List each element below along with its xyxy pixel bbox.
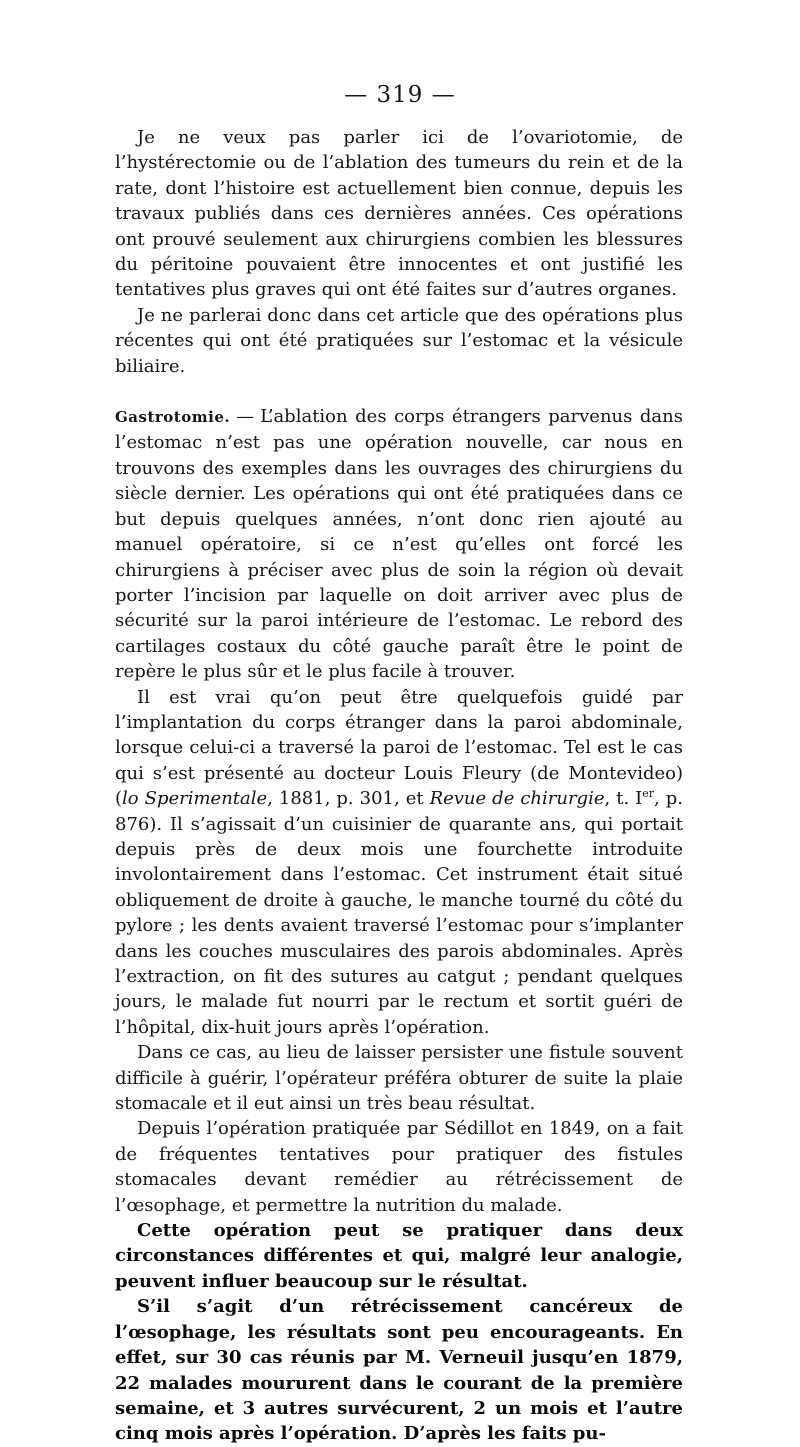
paragraph-sedillot: Depuis l’opération pratiquée par Sédillot en 1849, on a fait de fréquentes tentatives pour pratiquer des fistules stomacales devant remédier au rétrécissement de l’œsophage, et permettre la nutrition du malade. bbox=[115, 1118, 683, 1216]
paragraph-fistule: Dans ce cas, au lieu de laisser persister une fistule souvent difficile à guérir, l’opérateur préféra obturer de suite la plaie stomacale et il eut ainsi un très beau résultat. bbox=[115, 1042, 683, 1115]
citation-lo-sperimentale: lo Sperimentale bbox=[122, 788, 268, 810]
paragraph-fleury-text-a: Il est vrai qu’on peut être quelquefois guidé par l’implantation du corps étranger dans la paroi abdominale, lorsque celui-ci a traversé la paroi de l’estomac. Tel est le cas qui s’est présenté au docteur Louis Fleury (de Montevideo) ( bbox=[115, 686, 683, 810]
paragraph-fleury-text-d: , p. 876). Il s’agissait d’un cuisinier de quarante ans, qui portait depuis près de deux mois une fourchette introduite involontairement dans l’estomac. Cet instrument était situé obliquement de droite à gauche, le manche tourné du côté du pylore ; les dents avaient traversé l’estomac pour s’implanter dans les couches musculaires des parois abdominales. Après l’extraction, on fit des sutures au catgut ; pendant quelques jours, le malade fut nourri par le rectum et sortit guéri de l’hôpital, dix-huit jours après l’opération. bbox=[115, 788, 683, 1038]
paragraph-fleury-text-b: , 1881, p. 301, et bbox=[267, 788, 430, 810]
page-number: — 319 — bbox=[344, 82, 456, 108]
section-dash: — bbox=[236, 406, 255, 428]
paragraph-fleury-text-c: , t. I bbox=[604, 788, 643, 810]
paragraph-cancereux: S’il s’agit d’un rétrécissement cancéreux de l’œsophage, les résultats sont peu encourageants. En effet, sur 30 cas réunis par M. Verneuil jusqu’en 1879, 22 malades moururent dans le courant de la première semaine, et 3 autres survécurent, 2 un mois et l’autre cinq mois après l’opération. D’après les faits pu- bbox=[115, 1296, 683, 1445]
paragraph-article-scope: Je ne parlerai donc dans cet article que des opérations plus récentes qui ont été pratiquées sur l’estomac et la vésicule biliaire. bbox=[115, 304, 683, 377]
citation-revue-de-chirurgie: Revue de chirurgie bbox=[429, 788, 605, 810]
paragraph-gastrotomie-text: L’ablation des corps étrangers parvenus dans l’estomac n’est pas une opération nouvelle, car nous en trouvons des exemples dans les ouvrages des chirurgiens du siècle dernier. Les opérations qui ont été pratiquées dans ce but depuis quelques années, n’ont donc rien ajouté au manuel opératoire, si ce n’est qu’elles ont forcé les chirurgiens à préciser avec plus de soin la région où devait porter l’incision par laquelle on doit arriver avec plus de sécurité sur la paroi intérieure de l’estomac. Le rebord des cartilages costaux du côté gauche paraît être le point de repère le plus sûr et le plus facile à trouver. bbox=[115, 406, 683, 683]
paragraph-ovariotomie: Je ne veux pas parler ici de l’ovariotomie, de l’hystérectomie ou de l’ablation des tumeurs du rein et de la rate, dont l’histoire est actuellement bien connue, depuis les travaux publiés dans ces dernières années. Ces opérations ont prouvé seulement aux chirurgiens combien les blessures du péritoine pouvaient être innocentes et ont justifié les tentatives plus graves qui ont été faites sur d’autres organes. bbox=[115, 127, 683, 301]
paragraph-circonstances: Cette opération peut se pratiquer dans deux circonstances différentes et qui, malgré leur analogie, peuvent influer beaucoup sur le résultat. bbox=[115, 1220, 683, 1292]
superscript-er: er bbox=[642, 787, 655, 801]
paragraph-fleury-case bbox=[115, 685, 683, 1041]
paragraph-gastrotomie bbox=[115, 404, 683, 684]
body-text bbox=[115, 125, 683, 1447]
section-heading-gastrotomie: Gastrotomie. bbox=[115, 408, 231, 427]
